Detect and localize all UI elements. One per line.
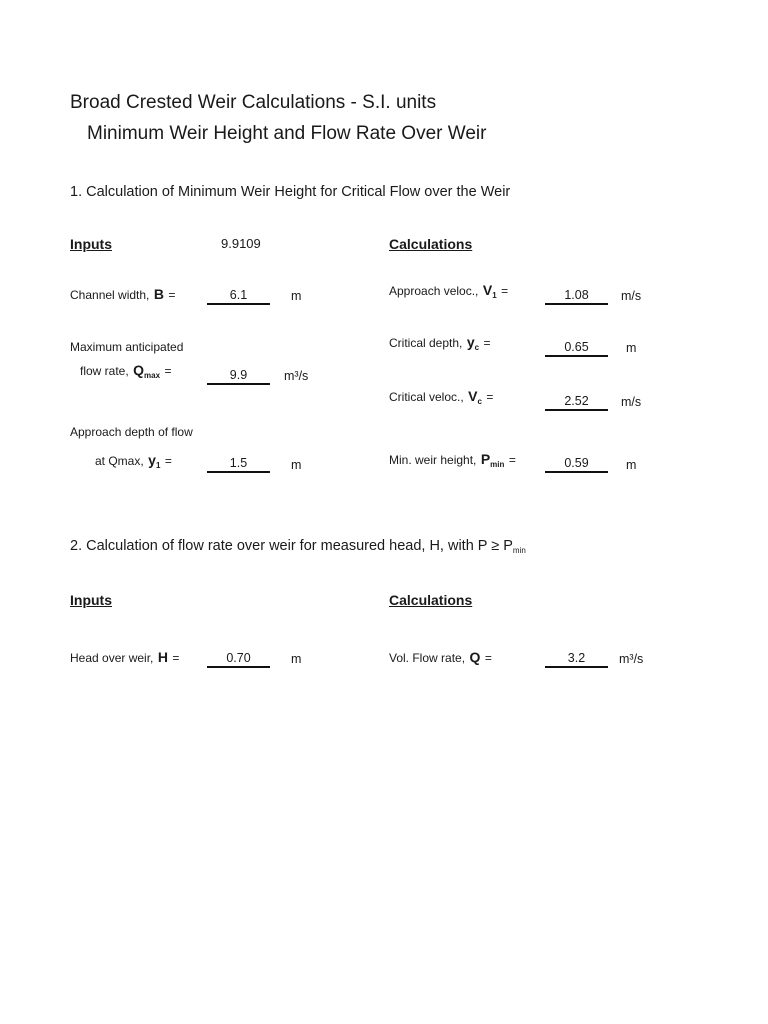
equals-sign: =: [164, 454, 172, 468]
approach-depth-subscript: 1: [155, 461, 161, 470]
flow-unit: m³/s: [619, 652, 644, 666]
channel-width-unit: m: [291, 289, 302, 303]
flow-label: Vol. Flow rate,: [389, 651, 466, 665]
inputs-header-1: Inputs: [70, 236, 112, 252]
flow-value: 3.2: [545, 651, 608, 668]
equals-sign: =: [501, 284, 509, 298]
critical-velocity-symbol: V: [468, 388, 478, 404]
critical-depth-label-group: [389, 334, 491, 352]
min-weir-height-label-group: [389, 451, 516, 469]
critical-velocity-subscript: c: [477, 397, 482, 406]
approach-velocity-value: 1.08: [545, 288, 608, 305]
approach-depth-label: at Qmax,: [95, 454, 144, 468]
flow-rate-label: flow rate,: [80, 364, 129, 378]
critical-velocity-unit: m/s: [621, 395, 642, 409]
head-label: Head over weir,: [70, 651, 154, 665]
approach-depth-unit: m: [291, 458, 302, 472]
critical-depth-value: 0.65: [545, 340, 608, 357]
min-weir-height-subscript: min: [490, 460, 505, 469]
head-symbol: H: [157, 649, 168, 665]
flow-rate-symbol: Q: [133, 362, 145, 378]
flow-rate-unit: m³/s: [284, 369, 309, 383]
channel-width-value[interactable]: 6.1: [207, 288, 270, 305]
min-weir-height-symbol: P: [480, 451, 491, 467]
page-title: Broad Crested Weir Calculations - S.I. units: [70, 92, 437, 113]
approach-velocity-symbol: V: [482, 282, 493, 298]
equals-sign: =: [508, 453, 516, 467]
head-value[interactable]: 0.70: [207, 651, 270, 668]
head-unit: m: [291, 652, 302, 666]
equals-sign: =: [172, 651, 180, 665]
critical-velocity-label-group: [389, 388, 493, 406]
equals-sign: =: [484, 651, 492, 665]
stray-value: 9.9109: [221, 236, 261, 251]
approach-depth-label-line1: Approach depth of flow: [70, 425, 193, 439]
page-subtitle: Minimum Weir Height and Flow Rate Over Weir: [87, 123, 487, 144]
equals-sign: =: [168, 288, 176, 302]
min-weir-height-value: 0.59: [545, 456, 608, 473]
calculations-header-2: Calculations: [389, 592, 473, 608]
section-1-heading: 1. Calculation of Minimum Weir Height for Critical Flow over the Weir: [70, 184, 511, 200]
approach-velocity-label-group: [389, 282, 508, 300]
flow-rate-label-group: [80, 362, 172, 380]
section-2-heading: 2. Calculation of flow rate over weir for measured head, H, with P ≥ P: [70, 538, 513, 554]
min-weir-height-unit: m: [626, 458, 637, 472]
section-2-heading-subscript: min: [512, 546, 526, 555]
approach-velocity-subscript: 1: [492, 291, 497, 300]
critical-depth-label: Critical depth,: [389, 336, 463, 350]
flow-rate-label-line1: Maximum anticipated: [70, 340, 184, 354]
inputs-header-2: Inputs: [70, 592, 112, 608]
critical-depth-subscript: c: [474, 343, 480, 352]
flow-rate-value[interactable]: 9.9: [207, 368, 270, 385]
min-weir-height-label: Min. weir height,: [389, 453, 477, 467]
calculations-header-1: Calculations: [389, 236, 473, 252]
equals-sign: =: [486, 390, 494, 404]
approach-depth-value[interactable]: 1.5: [207, 456, 270, 473]
channel-width-label: Channel width,: [70, 288, 150, 302]
critical-depth-unit: m: [626, 341, 637, 355]
approach-velocity-label: Approach veloc.,: [389, 284, 479, 298]
critical-velocity-value: 2.52: [545, 394, 608, 411]
flow-symbol: Q: [469, 649, 481, 665]
equals-sign: =: [483, 336, 491, 350]
channel-width-label-group: [70, 286, 175, 304]
approach-velocity-unit: m/s: [621, 289, 642, 303]
head-label-group: [70, 649, 179, 667]
channel-width-symbol: B: [153, 286, 164, 302]
equals-sign: =: [164, 364, 172, 378]
critical-velocity-label: Critical veloc.,: [389, 390, 464, 404]
flow-label-group: [389, 649, 492, 667]
section-2-heading-group: [70, 538, 526, 554]
critical-depth-symbol: y: [466, 334, 475, 350]
flow-rate-subscript: max: [144, 371, 161, 380]
approach-depth-symbol: y: [148, 452, 156, 468]
approach-depth-label-group: [95, 452, 172, 470]
